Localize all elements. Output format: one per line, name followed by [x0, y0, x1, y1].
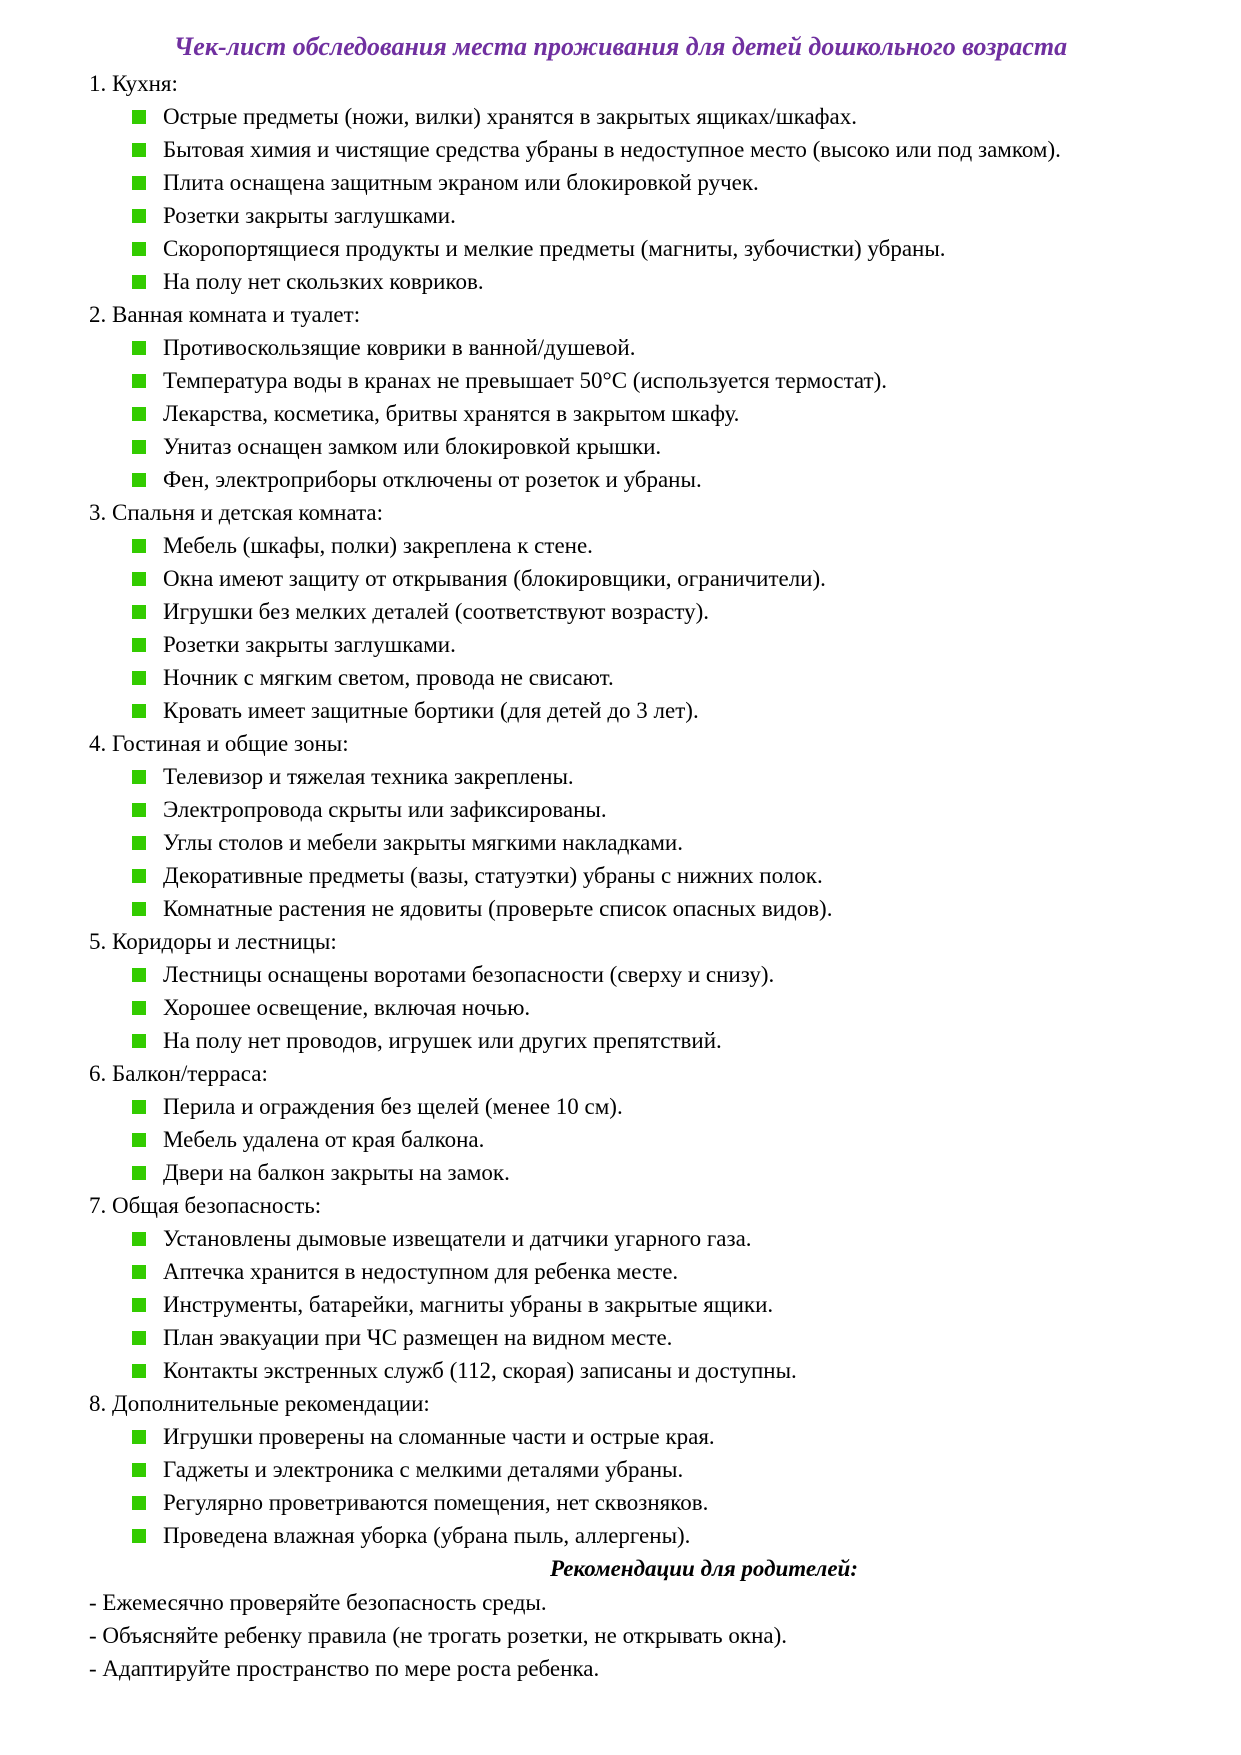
checklist-item: [89, 1453, 1209, 1486]
green-square-bullet-icon: [132, 374, 146, 388]
checklist-item-text: Контакты экстренных служб (112, скорая) записаны и доступны.: [163, 1358, 797, 1383]
checklist-item-text: Регулярно проветриваются помещения, нет сквозняков.: [163, 1490, 709, 1515]
green-square-bullet-icon: [132, 1265, 146, 1279]
recommendations-heading: Рекомендации для родителей:: [550, 1556, 858, 1581]
green-square-bullet-icon: [132, 1001, 146, 1015]
checklist-item-text: Декоративные предметы (вазы, статуэтки) убраны с нижних полок.: [163, 863, 823, 888]
checklist-item: [89, 133, 1209, 166]
green-square-bullet-icon: [132, 1298, 146, 1312]
checklist-item: [89, 364, 1209, 397]
checklist-item: [89, 232, 1209, 265]
checklist-item: [89, 1123, 1209, 1156]
recommendation-line: - Ежемесячно проверяйте безопасность среды.: [89, 1590, 547, 1615]
checklist-section: [89, 727, 1209, 925]
section-heading: 1. Кухня:: [89, 71, 178, 96]
checklist-item: [89, 892, 1209, 925]
checklist-item-text: Унитаз оснащен замком или блокировкой крышки.: [163, 434, 662, 459]
checklist-item: [89, 1321, 1209, 1354]
checklist-item: [89, 958, 1209, 991]
green-square-bullet-icon: [132, 1496, 146, 1510]
document-title: Чек-лист обследования места проживания для детей дошкольного возраста: [173, 32, 1068, 61]
checklist-item: [89, 265, 1209, 298]
section-heading: 3. Спальня и детская комната:: [89, 500, 384, 525]
green-square-bullet-icon: [132, 869, 146, 883]
green-square-bullet-icon: [132, 1232, 146, 1246]
checklist-item: [89, 760, 1209, 793]
checklist-item-text: Комнатные растения не ядовиты (проверьте список опасных видов).: [163, 896, 833, 921]
checklist-section: [89, 1189, 1209, 1387]
checklist-item: [89, 529, 1209, 562]
checklist-items: [89, 1090, 1209, 1189]
checklist-item-text: Установлены дымовые извещатели и датчики угарного газа.: [163, 1226, 752, 1251]
checklist-item: [89, 595, 1209, 628]
checklist-item: [89, 859, 1209, 892]
section-heading: 7. Общая безопасность:: [89, 1193, 322, 1218]
green-square-bullet-icon: [132, 473, 146, 487]
checklist-item: [89, 991, 1209, 1024]
green-square-bullet-icon: [132, 968, 146, 982]
green-square-bullet-icon: [132, 1034, 146, 1048]
green-square-bullet-icon: [132, 539, 146, 553]
checklist-item-text: Игрушки проверены на сломанные части и острые края.: [163, 1424, 715, 1449]
checklist-item-text: Проведена влажная уборка (убрана пыль, аллергены).: [163, 1523, 691, 1548]
green-square-bullet-icon: [132, 1133, 146, 1147]
checklist-item-text: Противоскользящие коврики в ванной/душевой.: [163, 335, 636, 360]
green-square-bullet-icon: [132, 671, 146, 685]
checklist-items: [89, 100, 1209, 298]
checklist-item-text: Плита оснащена защитным экраном или блокировкой ручек.: [163, 170, 759, 195]
checklist-item: [89, 1519, 1209, 1552]
checklist-item-text: Игрушки без мелких деталей (соответствуют возрасту).: [163, 599, 710, 624]
checklist-item-text: Розетки закрыты заглушками.: [163, 632, 456, 657]
checklist-item-text: Лестницы оснащены воротами безопасности (сверху и снизу).: [163, 962, 775, 987]
checklist-item: [89, 397, 1209, 430]
checklist-items: [89, 1420, 1209, 1552]
section-heading: 5. Коридоры и лестницы:: [89, 929, 337, 954]
checklist-item-text: Мебель удалена от края балкона.: [163, 1127, 485, 1152]
green-square-bullet-icon: [132, 1430, 146, 1444]
checklist-item: [89, 1156, 1209, 1189]
checklist-item: [89, 826, 1209, 859]
checklist-item: [89, 1255, 1209, 1288]
checklist-item: [89, 661, 1209, 694]
checklist-item: [89, 463, 1209, 496]
checklist-item: [89, 1486, 1209, 1519]
checklist-item: [89, 562, 1209, 595]
checklist-item-text: Мебель (шкафы, полки) закреплена к стене.: [163, 533, 593, 558]
checklist-item-text: Телевизор и тяжелая техника закреплены.: [163, 764, 574, 789]
checklist-items: [89, 529, 1209, 727]
checklist-item-text: Скоропортящиеся продукты и мелкие предметы (магниты, зубочистки) убраны.: [163, 236, 946, 261]
recommendation-line: - Адаптируйте пространство по мере роста ребенка.: [89, 1656, 600, 1681]
checklist-item-text: Ночник с мягким светом, провода не свисают.: [163, 665, 614, 690]
checklist-item-text: Фен, электроприборы отключены от розеток и убраны.: [163, 467, 702, 492]
checklist-item: [89, 1222, 1209, 1255]
checklist-items: [89, 1222, 1209, 1387]
checklist-item: [89, 1288, 1209, 1321]
checklist-item: [89, 166, 1209, 199]
checklist-item: [89, 628, 1209, 661]
checklist-section: [89, 496, 1209, 727]
green-square-bullet-icon: [132, 341, 146, 355]
checklist-item-text: Кровать имеет защитные бортики (для детей до 3 лет).: [163, 698, 699, 723]
checklist-item-text: Температура воды в кранах не превышает 50°C (используется термостат).: [163, 368, 887, 393]
green-square-bullet-icon: [132, 572, 146, 586]
checklist-item-text: План эвакуации при ЧС размещен на видном месте.: [163, 1325, 673, 1350]
green-square-bullet-icon: [132, 242, 146, 256]
section-heading: 8. Дополнительные рекомендации:: [89, 1391, 430, 1416]
checklist-item: [89, 793, 1209, 826]
checklist-item: [89, 1354, 1209, 1387]
green-square-bullet-icon: [132, 209, 146, 223]
green-square-bullet-icon: [132, 176, 146, 190]
checklist-item-text: На полу нет скользких ковриков.: [163, 269, 484, 294]
green-square-bullet-icon: [132, 704, 146, 718]
checklist-item-text: Углы столов и мебели закрыты мягкими накладками.: [163, 830, 683, 855]
green-square-bullet-icon: [132, 803, 146, 817]
checklist-item-text: Острые предметы (ножи, вилки) хранятся в закрытых ящиках/шкафах.: [163, 104, 858, 129]
checklist-item-text: Окна имеют защиту от открывания (блокировщики, ограничители).: [163, 566, 826, 591]
checklist-section: [89, 67, 1209, 298]
checklist-section: [89, 298, 1209, 496]
green-square-bullet-icon: [132, 836, 146, 850]
checklist-items: [89, 331, 1209, 496]
section-heading: 4. Гостиная и общие зоны:: [89, 731, 349, 756]
recommendation-line: - Объясняйте ребенку правила (не трогать розетки, не открывать окна).: [89, 1623, 788, 1648]
checklist-section: [89, 1057, 1209, 1189]
checklist-item: [89, 1420, 1209, 1453]
green-square-bullet-icon: [132, 1529, 146, 1543]
green-square-bullet-icon: [132, 440, 146, 454]
checklist-item-text: Электропровода скрыты или зафиксированы.: [163, 797, 607, 822]
green-square-bullet-icon: [132, 605, 146, 619]
green-square-bullet-icon: [132, 770, 146, 784]
green-square-bullet-icon: [132, 275, 146, 289]
checklist-item-text: Аптечка хранится в недоступном для ребенка месте.: [163, 1259, 679, 1284]
parent-recommendations: [89, 1552, 1209, 1685]
checklist-item: [89, 100, 1209, 133]
green-square-bullet-icon: [132, 1166, 146, 1180]
green-square-bullet-icon: [132, 110, 146, 124]
checklist-item: [89, 1024, 1209, 1057]
green-square-bullet-icon: [132, 407, 146, 421]
checklist-item-text: Розетки закрыты заглушками.: [163, 203, 456, 228]
checklist-item-text: На полу нет проводов, игрушек или других препятствий.: [163, 1028, 722, 1053]
section-heading: 2. Ванная комната и туалет:: [89, 302, 361, 327]
checklist-item-text: Бытовая химия и чистящие средства убраны в недоступное место (высоко или под замком).: [163, 137, 1061, 162]
checklist-item-text: Перила и ограждения без щелей (менее 10 см).: [163, 1094, 623, 1119]
checklist-item-text: Лекарства, косметика, бритвы хранятся в закрытом шкафу.: [163, 401, 740, 426]
green-square-bullet-icon: [132, 902, 146, 916]
checklist-item-text: Двери на балкон закрыты на замок.: [163, 1160, 510, 1185]
green-square-bullet-icon: [132, 1364, 146, 1378]
checklist-item: [89, 199, 1209, 232]
checklist-item-text: Инструменты, батарейки, магниты убраны в закрытые ящики.: [163, 1292, 774, 1317]
checklist-item-text: Гаджеты и электроника с мелкими деталями убраны.: [163, 1457, 684, 1482]
green-square-bullet-icon: [132, 1331, 146, 1345]
checklist-item: [89, 430, 1209, 463]
checklist-content: [89, 67, 1209, 1685]
checklist-item-text: Хорошее освещение, включая ночью.: [163, 995, 531, 1020]
checklist-items: [89, 760, 1209, 925]
checklist-item: [89, 1090, 1209, 1123]
green-square-bullet-icon: [132, 1463, 146, 1477]
checklist-section: [89, 1387, 1209, 1552]
green-square-bullet-icon: [132, 143, 146, 157]
checklist-item: [89, 331, 1209, 364]
green-square-bullet-icon: [132, 638, 146, 652]
checklist-section: [89, 925, 1209, 1057]
checklist-item: [89, 694, 1209, 727]
checklist-items: [89, 958, 1209, 1057]
green-square-bullet-icon: [132, 1100, 146, 1114]
section-heading: 6. Балкон/терраса:: [89, 1061, 268, 1086]
